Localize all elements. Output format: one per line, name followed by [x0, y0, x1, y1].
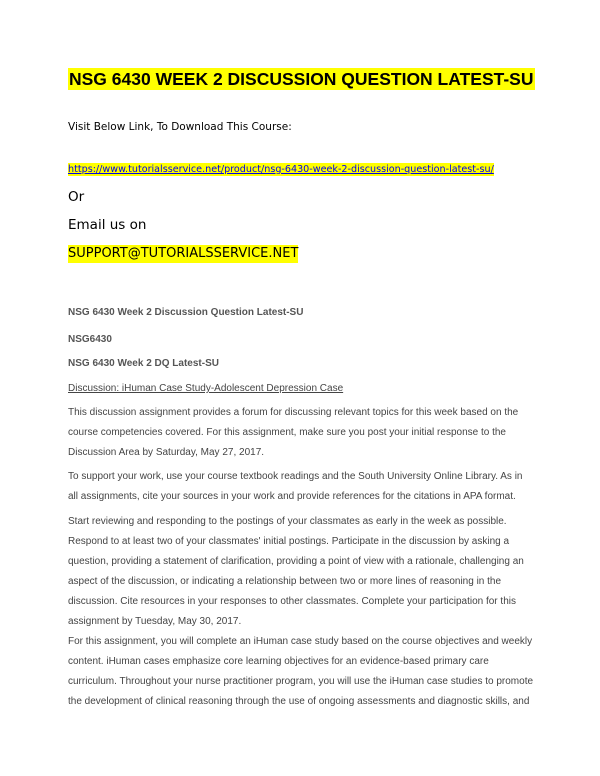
dq-title: NSG 6430 Week 2 DQ Latest-SU: [68, 358, 219, 369]
paragraph-1: [68, 403, 538, 463]
paragraph-line: curriculum. Throughout your nurse practitioner program, you will use the iHuman case studies to promote: [68, 676, 534, 687]
paragraph-line: content. iHuman cases emphasize core learning objectives for an evidence-based primary care: [68, 656, 489, 667]
paragraph-line: the development of clinical reasoning through the use of ongoing assessments and diagnostic skills, and: [68, 696, 530, 707]
document-title: NSG 6430 WEEK 2 DISCUSSION QUESTION LATEST-SU: [69, 69, 534, 89]
paragraph-line: question, providing a statement of clarification, providing a point of view with a rationale, challenging an: [68, 556, 524, 567]
paragraph-line: all assignments, cite your sources in your work and provide references for the citations in APA format.: [68, 491, 516, 502]
paragraph-line: This discussion assignment provides a forum for discussing relevant topics for this week based on the: [68, 407, 519, 418]
paragraph-line: course competencies covered. For this assignment, make sure you post your initial response to the: [68, 427, 506, 438]
course-code: NSG6430: [68, 334, 112, 345]
paragraph-line: To support your work, use your course textbook readings and the South University Online Library. As in: [68, 471, 523, 482]
paragraph-line: Respond to at least two of your classmates' initial postings. Participate in the discussion by asking a: [68, 536, 510, 547]
paragraph-line: Start reviewing and responding to the postings of your classmates as early in the week as possible.: [68, 516, 507, 527]
or-text: Or: [68, 189, 85, 205]
paragraph-line: assignment by Tuesday, May 30, 2017.: [68, 616, 242, 627]
paragraph-3: [68, 512, 538, 632]
paragraph-line: aspect of the discussion, or indicating a relationship between two or more lines of reasoning in the: [68, 576, 502, 587]
document-subheading: NSG 6430 Week 2 Discussion Question Latest-SU: [68, 307, 304, 318]
visit-instruction: Visit Below Link, To Download This Course:: [68, 121, 292, 133]
paragraph-line: Discussion Area by Saturday, May 27, 2017.: [68, 447, 265, 458]
email-label: Email us on: [68, 217, 147, 233]
course-download-link[interactable]: https://www.tutorialsservice.net/product/nsg-6430-week-2-discussion-question-latest-su/: [68, 164, 494, 175]
paragraph-4: [68, 632, 538, 712]
paragraph-line: For this assignment, you will complete an iHuman case study based on the course objectives and weekly: [68, 636, 533, 647]
discussion-title: Discussion: iHuman Case Study-Adolescent Depression Case: [68, 383, 344, 394]
paragraph-2: [68, 467, 538, 507]
support-email-link[interactable]: SUPPORT@TUTORIALSSERVICE.NET: [68, 246, 299, 261]
paragraph-line: discussion. Cite resources in your responses to other classmates. Complete your participation for this: [68, 596, 516, 607]
